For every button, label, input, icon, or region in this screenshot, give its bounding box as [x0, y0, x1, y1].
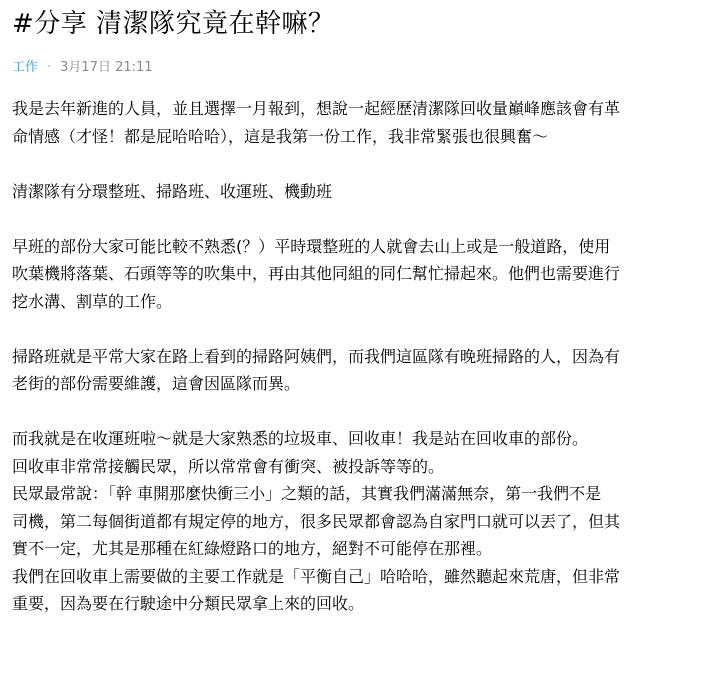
content-line: 我是去年新進的人員，並且選擇一月報到，想說一起經歷清潔隊回收量巔峰應該會有革 — [12, 99, 621, 118]
meta-separator: · — [47, 60, 52, 75]
post-timestamp: 3月17日 21:11 — [60, 60, 153, 75]
content-line: 早班的部份大家可能比較不熟悉(？）平時環整班的人就會去山上或是一般道路，使用 — [12, 236, 611, 256]
post-article — [12, 0, 702, 618]
content-line: 重要，因為要在行駛途中分類民眾拿上來的回收。 — [12, 594, 365, 613]
content-line: 老街的部份需要維護，這會因區隊而異。 — [12, 374, 301, 393]
blank-line — [12, 205, 702, 233]
blank-line — [12, 315, 702, 343]
content-line: 吹葉機將落葉、石頭等等的吹集中，再由其他同組的同仁幫忙掃起來。他們也需要進行 — [12, 264, 621, 283]
blank-line — [12, 398, 702, 426]
content-line: 回收車非常常接觸民眾，所以常常會有衝突、被投訴等等的。 — [12, 456, 445, 476]
post-content — [12, 95, 702, 618]
content-line: 實不一定，尤其是那種在紅綠燈路口的地方，絕對不可能停在那裡。 — [12, 539, 493, 558]
content-line: 掃路班就是平常大家在路上看到的掃路阿姨們，而我們這區隊有晚班掃路的人，因為有 — [12, 346, 621, 366]
content-line: 而我就是在收運班啦～就是大家熟悉的垃圾車、回收車！我是站在回收車的部份。 — [12, 429, 589, 448]
content-line: 民眾最常說：「幹 車開那麼快衝三小」之類的話，其實我們滿滿無奈，第一我們不是 — [12, 484, 602, 503]
content-line: 挖水溝、割草的工作。 — [12, 291, 173, 311]
forum-link[interactable]: 工作 — [12, 60, 39, 75]
post-meta — [12, 58, 702, 78]
content-line: 司機，第二每個街道都有規定停的地方，很多民眾都會認為自家門口就可以丟了，但其 — [12, 511, 621, 531]
post-title: #分享 清潔隊究竟在幹嘛？ — [12, 9, 335, 39]
content-line: 命情感（才怪！都是屁哈哈哈），這是我第一份工作，我非常緊張也很興奮～ — [12, 126, 549, 146]
content-line: 清潔隊有分環整班、掃路班、收運班、機動班 — [12, 181, 333, 201]
blank-line — [12, 150, 702, 178]
content-line: 我們在回收車上需要做的主要工作就是「平衡自己」哈哈哈，雖然聽起來荒唐，但非常 — [12, 566, 621, 586]
